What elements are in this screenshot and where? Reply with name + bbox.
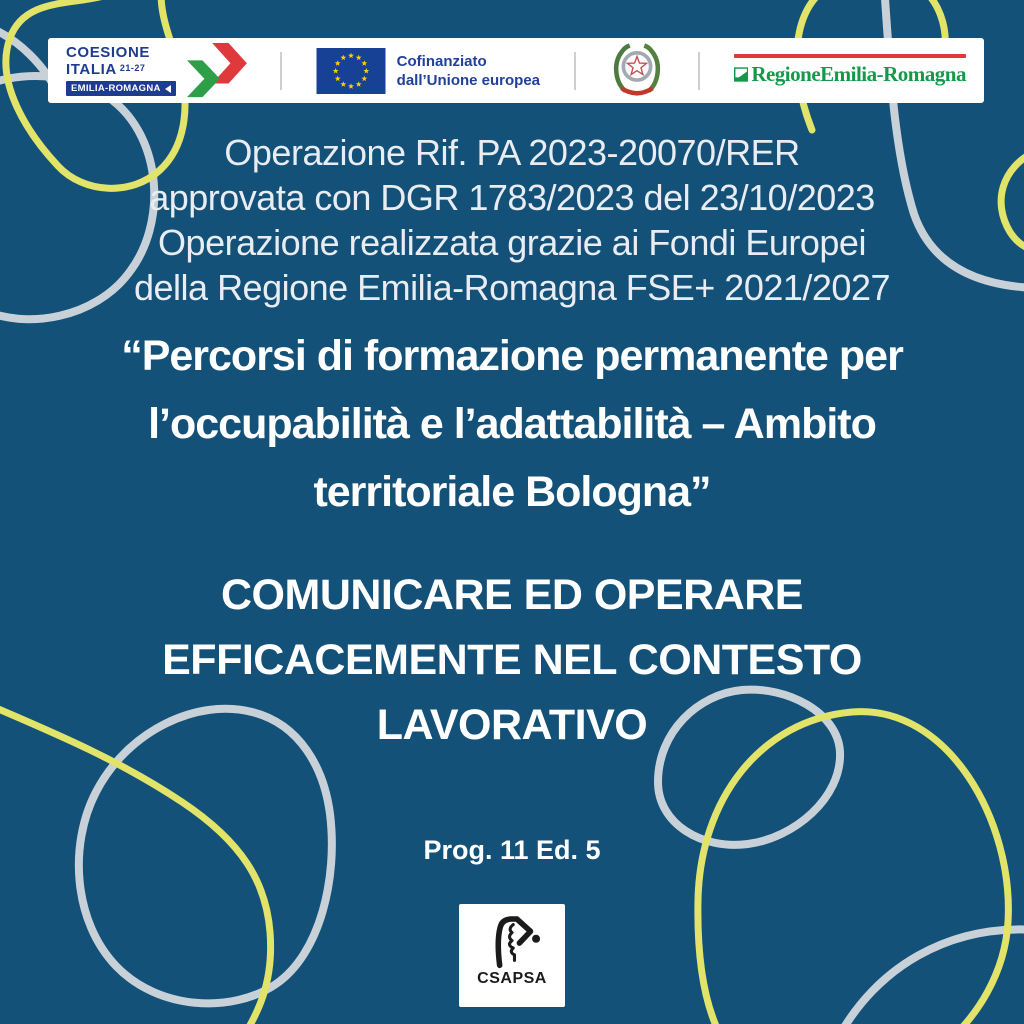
eu-text: [397, 52, 540, 90]
coesione-text: [66, 45, 176, 97]
banner-divider: [698, 52, 700, 90]
eu-line1: Cofinanziato: [396, 52, 487, 70]
course-line: EFFICACEMENTE NEL CONTESTO: [162, 636, 862, 684]
banner-divider: [280, 52, 282, 90]
italian-republic-emblem-icon: [609, 41, 665, 101]
edition-label: Prog. 11 Ed. 5: [423, 835, 601, 865]
coesione-italia-logo: [66, 43, 247, 99]
rer-region-icon: [734, 61, 748, 88]
rer-wordmark: RegioneEmilia-Romagna: [751, 61, 966, 86]
operation-line: approvata con DGR 1783/2023 del 23/10/2023: [149, 177, 875, 218]
funding-logos-banner: [48, 38, 984, 103]
course-line: COMUNICARE ED OPERARE: [221, 571, 803, 619]
coesione-line2: ITALIA $^{21-27}$: [66, 60, 146, 78]
coesione-years: 21-27: [119, 62, 146, 73]
left-arrow-icon: [165, 85, 171, 93]
course-name: [0, 563, 1024, 758]
operation-reference: [0, 130, 1024, 310]
operation-line: Operazione Rif. PA 2023-20070/RER: [224, 132, 800, 173]
course-line: LAVORATIVO: [376, 701, 648, 749]
eu-cofinanziato-logo: [316, 48, 540, 94]
csapsa-wordmark: CSAPSA: [477, 970, 547, 987]
gray-bottomright-arc: [838, 929, 1024, 1024]
title-line: territoriale Bologna”: [313, 468, 711, 516]
program-title: [0, 322, 1024, 526]
yellow-bottomright-blob: [698, 712, 1009, 1024]
csapsa-logo: [459, 904, 565, 1007]
csapsa-mark-icon: [481, 911, 543, 969]
coesione-chevrons-icon: [185, 43, 247, 99]
title-line: l’occupabilità e l’adattabilità – Ambito: [148, 400, 876, 448]
coesione-line1: COESIONE: [66, 43, 150, 61]
rer-red-bar: [734, 54, 966, 58]
regione-emilia-romagna-logo: [734, 54, 966, 88]
eu-flag-icon: [316, 48, 386, 94]
banner-divider: [574, 52, 576, 90]
title-line: “Percorsi di formazione permanente per: [121, 332, 903, 380]
eu-line2: dall’Unione europea: [396, 71, 541, 89]
emilia-romagna-box: EMILIA-ROMAGNA: [66, 81, 176, 97]
operation-line: Operazione realizzata grazie ai Fondi Europei: [158, 222, 866, 263]
operation-line: della Regione Emilia-Romagna FSE+ 2021/2027: [134, 267, 890, 308]
